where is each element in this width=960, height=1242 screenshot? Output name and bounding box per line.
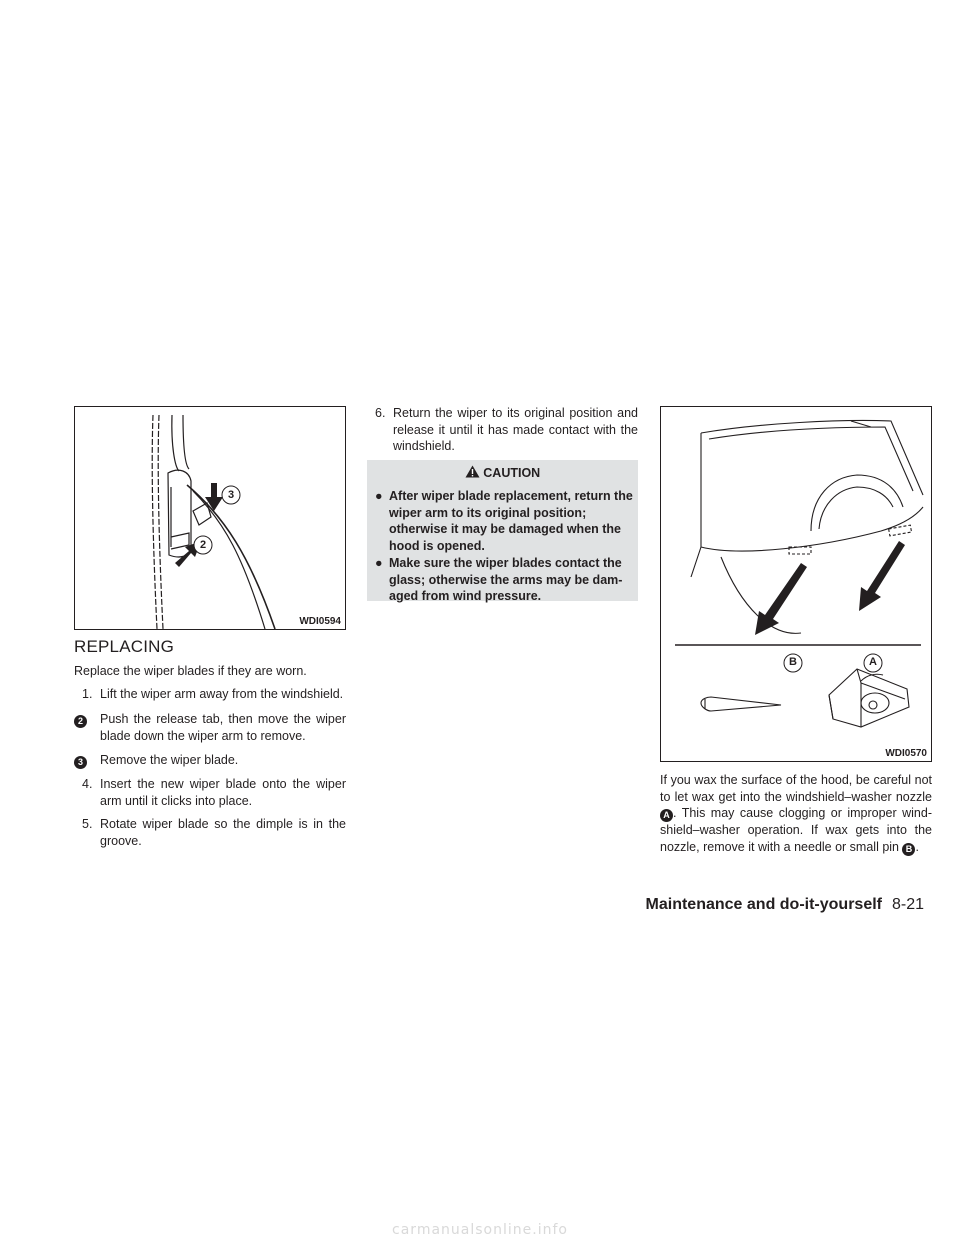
step-text: Push the release tab, then move the wiper blade down the wiper arm to remove.	[100, 712, 346, 743]
callout-b: B	[789, 656, 797, 668]
step-number: 4.	[82, 777, 93, 791]
callout-a: A	[869, 656, 877, 668]
caution-text: After wiper blade replacement, return the wiper arm to its original position; otherwise it may be damaged when the hood is opened.	[389, 489, 633, 553]
callout-3: 3	[227, 489, 235, 501]
step-number: 6.	[375, 406, 386, 420]
warning-triangle-icon	[465, 465, 480, 478]
step-1	[82, 686, 346, 703]
circled-number: 2	[74, 715, 87, 728]
bullet-icon: ●	[375, 489, 383, 503]
wax-note	[660, 772, 932, 856]
washer-nozzle-figure	[660, 406, 932, 762]
caution-header	[367, 464, 638, 482]
footer-section-title: Maintenance and do-it-yourself	[645, 896, 882, 913]
step-text: Remove the wiper blade.	[100, 753, 239, 767]
caution-title: CAUTION	[483, 466, 541, 480]
caution-item-2	[375, 555, 636, 605]
page-number: 8-21	[892, 896, 925, 913]
wax-note-part3: .	[915, 839, 919, 854]
label-a: A	[660, 809, 673, 822]
caution-box	[367, 460, 638, 601]
wiper-figure	[74, 406, 346, 630]
step-number: 1.	[82, 687, 93, 701]
step-4	[82, 776, 346, 809]
callout-2: 2	[199, 539, 207, 551]
wax-note-part2: . This may cause clogging or improper wind-shield–washer operation. If wax gets into the nozzle, remove it with a needle or small pin	[660, 806, 932, 854]
step-text: Lift the wiper arm away from the windshield.	[100, 687, 344, 701]
step-text: Return the wiper to its original position and release it until it has made contact with the windshield.	[393, 406, 638, 453]
intro-text: Replace the wiper blades if they are worn.	[74, 664, 307, 678]
figure-code: WDI0594	[295, 614, 345, 629]
step-text: Rotate wiper blade so the dimple is in the groove.	[100, 817, 346, 848]
wax-note-part1: If you wax the surface of the hood, be careful not to let wax get into the windshield–washer nozzle	[660, 773, 932, 804]
circled-number: 3	[74, 756, 87, 769]
step-6	[375, 405, 638, 455]
step-text: Insert the new wiper blade onto the wiper arm until it clicks into place.	[100, 777, 346, 808]
watermark: carmanualsonline.info	[392, 1222, 568, 1238]
step-3	[74, 752, 346, 769]
section-heading: REPLACING	[74, 637, 175, 656]
caution-text: Make sure the wiper blades contact the glass; otherwise the arms may be dam-aged from wind pressure.	[389, 556, 623, 603]
step-2	[74, 711, 346, 744]
hood-illustration	[661, 407, 931, 761]
step-5	[82, 816, 346, 849]
label-b: B	[902, 843, 915, 856]
bullet-icon: ●	[375, 556, 383, 570]
step-number: 5.	[82, 817, 93, 831]
caution-item-1	[375, 488, 636, 554]
wiper-illustration	[75, 407, 345, 629]
figure-code: WDI0570	[881, 746, 931, 761]
